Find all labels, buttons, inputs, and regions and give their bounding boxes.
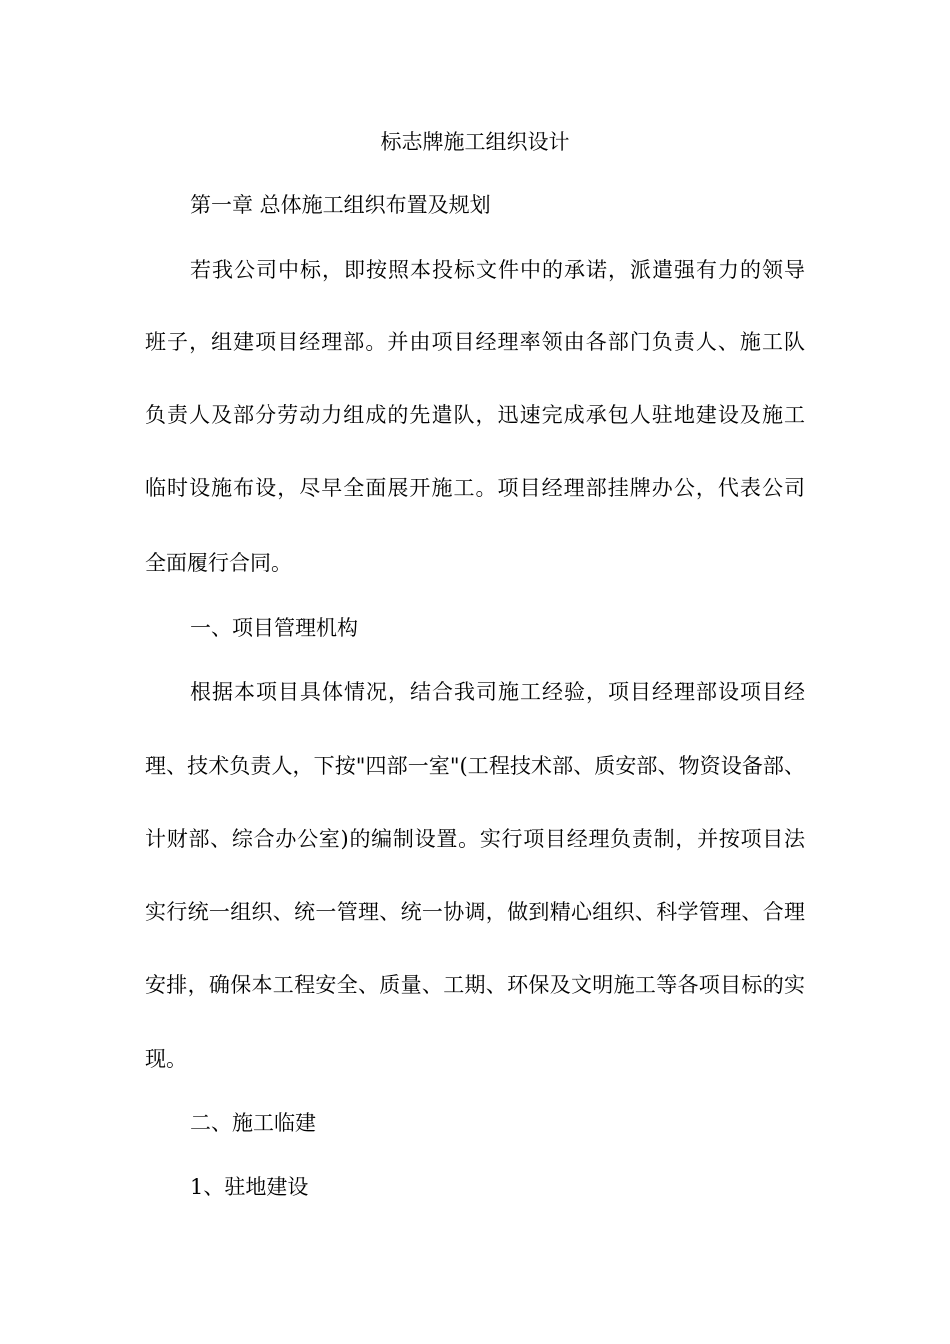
paragraph-line: 负责人及部分劳动力组成的先遣队，迅速完成承包人驻地建设及施工 xyxy=(145,403,805,427)
chapter-heading: 第一章 总体施工组织布置及规划 xyxy=(190,193,491,217)
paragraph-line: 计财部、综合办公室)的编制设置。实行项目经理负责制，并按项目法 xyxy=(145,827,805,851)
paragraph-line: 实行统一组织、统一管理、统一协调，做到精心组织、科学管理、合理 xyxy=(145,900,805,924)
subsection-heading: 1、驻地建设 xyxy=(190,1175,309,1199)
paragraph-line: 根据本项目具体情况，结合我司施工经验，项目经理部设项目经 xyxy=(190,680,805,704)
document-title: 标志牌施工组织设计 xyxy=(380,130,570,154)
section-heading: 二、施工临建 xyxy=(190,1111,316,1135)
paragraph-line: 全面履行合同。 xyxy=(145,551,292,575)
paragraph-line: 安排，确保本工程安全、质量、工期、环保及文明施工等各项目标的实 xyxy=(145,973,805,997)
section-heading: 一、项目管理机构 xyxy=(190,616,358,640)
paragraph-line: 现。 xyxy=(145,1047,187,1071)
paragraph-line: 班子，组建项目经理部。并由项目经理率领由各部门负责人、施工队 xyxy=(145,330,805,354)
paragraph-line: 临时设施布设，尽早全面展开施工。项目经理部挂牌办公，代表公司 xyxy=(145,476,805,500)
paragraph-line: 若我公司中标，即按照本投标文件中的承诺，派遣强有力的领导 xyxy=(190,258,805,282)
paragraph-line: 理、技术负责人，下按"四部一室"(工程技术部、质安部、物资设备部、 xyxy=(145,754,805,778)
